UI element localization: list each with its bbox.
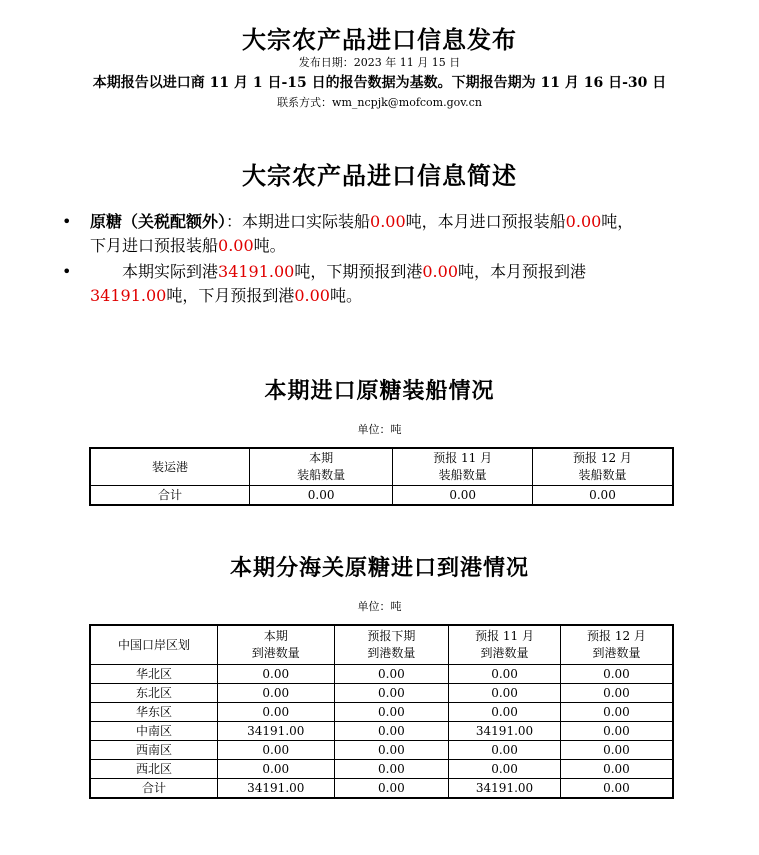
publish-date: 发布日期：2023 年 11 月 15 日 [298,56,461,69]
column-header: 本期 到港数量 [217,625,334,665]
value-arrival-next-period: 0.00 [422,262,458,281]
product-name: 原糖（关税配额外） [90,212,227,231]
column-header: 预报下期 到港数量 [334,625,449,665]
table-row [90,760,673,779]
shipping-section-title: 本期进口原糖装船情况 [264,378,495,404]
column-header: 中国口岸区划 [90,625,217,665]
summary-text: 吨，下月预报到港 [166,286,295,305]
value-shipped-current: 0.00 [370,212,406,231]
table-cell: 0.00 [449,665,561,684]
table-cell: 0.00 [560,760,673,779]
shipping-table [89,447,674,506]
table-cell: 华东区 [90,703,217,722]
table-cell: 0.00 [334,741,449,760]
table-cell: 0.00 [334,722,449,741]
table-cell: 0.00 [532,486,673,506]
table-cell: 0.00 [217,760,334,779]
table-cell: 0.00 [560,722,673,741]
column-header: 预报 11 月 装船数量 [393,448,533,486]
table-cell: 0.00 [449,760,561,779]
table-cell: 0.00 [249,486,393,506]
summary-text: 吨，本月进口预报装船 [405,212,566,231]
value-arrival-month-forecast: 34191.00 [90,286,167,305]
table-cell: 0.00 [334,779,449,799]
table-row [90,684,673,703]
table-cell: 0.00 [334,665,449,684]
column-header: 预报 12 月 到港数量 [560,625,673,665]
table-cell: 0.00 [334,760,449,779]
table-cell: 0.00 [449,741,561,760]
table-row [90,486,673,506]
table-cell: 0.00 [560,741,673,760]
summary-item-arrival [62,260,722,308]
summary-text: 吨，下期预报到港 [294,262,423,281]
table-cell: 0.00 [334,684,449,703]
arrival-unit-label: 单位：吨 [357,600,402,613]
table-cell: 西北区 [90,760,217,779]
column-header: 装运港 [90,448,249,486]
table-cell: 0.00 [449,684,561,703]
summary-item-raw-sugar [62,210,722,258]
value-shipped-next-month-forecast: 0.00 [218,236,254,255]
value-shipped-month-forecast: 0.00 [565,212,602,231]
table-cell: 0.00 [217,703,334,722]
table-header-row [90,448,673,486]
table-cell: 0.00 [560,665,673,684]
table-cell: 0.00 [393,486,533,506]
table-cell: 合计 [90,779,217,799]
table-cell: 0.00 [560,779,673,799]
column-header: 本期 装船数量 [249,448,393,486]
table-cell: 东北区 [90,684,217,703]
table-cell: 合计 [90,486,249,506]
shipping-unit-label: 单位：吨 [357,423,402,436]
bullet-icon: • [62,212,72,231]
table-cell: 34191.00 [449,722,561,741]
table-cell: 0.00 [217,741,334,760]
table-row [90,703,673,722]
arrival-section-title: 本期分海关原糖进口到港情况 [229,555,529,581]
table-header-row [90,625,673,665]
report-period-note: 本期报告以进口商 11 月 1 日-15 日的报告数据为基数。下期报告期为 11 月 16 日-30 日 [92,75,667,91]
summary-text: 吨，本月预报到港 [458,262,587,281]
summary-text: 吨， [601,212,634,231]
value-arrived-current: 34191.00 [218,262,295,281]
column-header: 预报 11 月 到港数量 [449,625,561,665]
table-cell: 华北区 [90,665,217,684]
table-cell: 0.00 [217,665,334,684]
table-cell: 西南区 [90,741,217,760]
arrival-table [89,624,674,799]
summary-title: 大宗农产品进口信息简述 [242,161,517,190]
table-row [90,779,673,799]
table-row [90,665,673,684]
page-title: 大宗农产品进口信息发布 [242,25,517,54]
summary-text: 吨。 [253,236,286,255]
table-cell: 0.00 [449,703,561,722]
summary-list [62,210,722,310]
summary-text: 本期实际到港 [122,262,219,281]
table-cell: 中南区 [90,722,217,741]
value-arrival-next-month-forecast: 0.00 [294,286,330,305]
summary-text: 吨。 [329,286,362,305]
table-row [90,741,673,760]
table-cell: 0.00 [334,703,449,722]
column-header: 预报 12 月 装船数量 [532,448,673,486]
summary-text: 下月进口预报装船 [90,236,219,255]
table-cell: 34191.00 [217,722,334,741]
summary-text: ：本期进口实际装船 [226,212,371,231]
table-cell: 0.00 [217,684,334,703]
table-cell: 34191.00 [217,779,334,799]
table-row [90,722,673,741]
bullet-icon: • [62,262,72,281]
table-cell: 0.00 [560,703,673,722]
table-cell: 34191.00 [449,779,561,799]
table-cell: 0.00 [560,684,673,703]
contact-info: 联系方式：wm_ncpjk@mofcom.gov.cn [277,96,482,109]
